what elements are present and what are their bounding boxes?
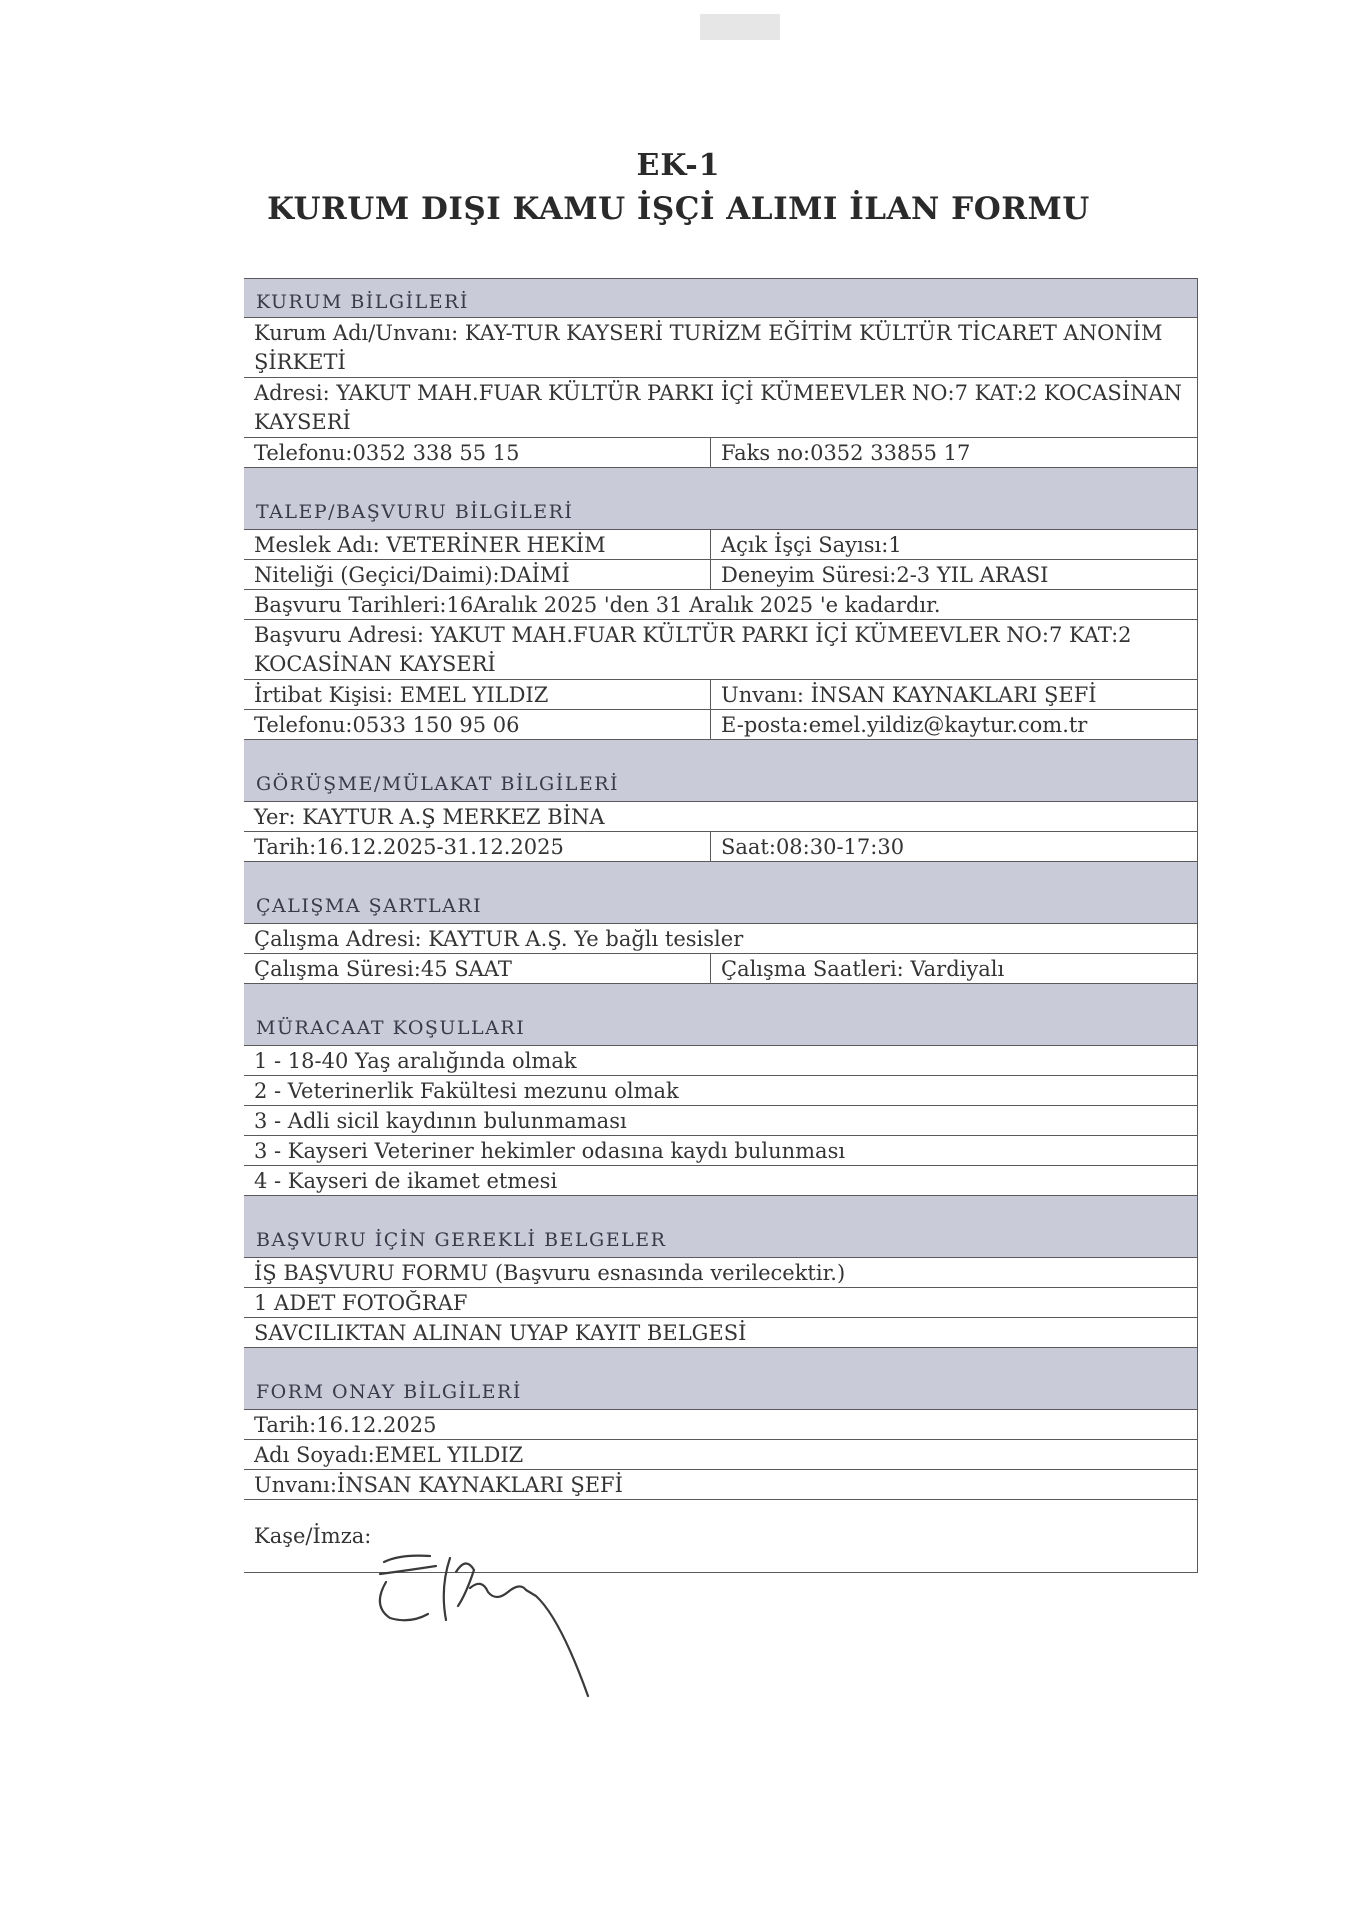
gerekli-belge: SAVCILIKTAN ALINAN UYAP KAYIT BELGESİ: [254, 1321, 747, 1345]
kurum-adres: Adresi: YAKUT MAH.FUAR KÜLTÜR PARKI İÇİ KÜMEEVLER NO:7 KAT:2 KOCASİNAN KAYSERİ: [254, 381, 1183, 434]
list-item: [244, 1258, 1197, 1288]
basvuru-adresi: Başvuru Adresi: YAKUT MAH.FUAR KÜLTÜR PARKI İÇİ KÜMEEVLER NO:7 KAT:2 KOCASİNAN KAYSERİ: [254, 623, 1132, 676]
calisma-adres-row: [244, 924, 1197, 954]
list-item: [244, 1076, 1197, 1106]
irtibat-telefon: Telefonu:0533 150 95 06: [244, 710, 711, 739]
niteligi: Niteliği (Geçici/Daimi):DAİMİ: [244, 560, 711, 589]
calisma-adresi: Çalışma Adresi: KAYTUR A.Ş. Ye bağlı tesisler: [254, 927, 744, 951]
list-item: [244, 1136, 1197, 1166]
kurum-telefon: Telefonu:0352 338 55 15: [244, 438, 711, 467]
section-talep-heading: TALEP/BAŞVURU BİLGİLERİ: [244, 468, 1197, 530]
document-code: EK-1: [636, 148, 721, 183]
onay-unvani: Unvanı:İNSAN KAYNAKLARI ŞEFİ: [254, 1473, 623, 1497]
muracaat-kosulu: 4 - Kayseri de ikamet etmesi: [254, 1169, 558, 1193]
deneyim-suresi: Deneyim Süresi:2-3 YIL ARASI: [721, 563, 1049, 587]
talep-meslek-row: [244, 530, 1197, 560]
irtibat-kisisi: İrtibat Kişisi: EMEL YILDIZ: [244, 680, 711, 709]
calisma-suresi: Çalışma Süresi:45 SAAT: [244, 954, 711, 983]
talep-adres-row: [244, 620, 1197, 680]
kase-imza-label: Kaşe/İmza:: [254, 1524, 372, 1548]
muracaat-kosulu: 3 - Adli sicil kaydının bulunmaması: [254, 1109, 627, 1133]
meslek-adi: Meslek Adı: VETERİNER HEKİM: [244, 530, 711, 559]
list-item: [244, 1106, 1197, 1136]
gorusme-tarih-row: [244, 832, 1197, 862]
kurum-iletisim-row: [244, 438, 1197, 468]
section-muracaat-heading: MÜRACAAT KOŞULLARI: [244, 984, 1197, 1046]
list-item: [244, 1288, 1197, 1318]
gorusme-saati: Saat:08:30-17:30: [721, 835, 905, 859]
muracaat-kosulu: 3 - Kayseri Veteriner hekimler odasına kaydı bulunması: [254, 1139, 846, 1163]
scan-artifact: [700, 14, 780, 40]
section-onay-heading: FORM ONAY BİLGİLERİ: [244, 1348, 1197, 1410]
kurum-faks: Faks no:0352 33855 17: [721, 441, 971, 465]
calisma-sure-row: [244, 954, 1197, 984]
onay-adsoyad-row: [244, 1440, 1197, 1470]
section-belgeler-heading: BAŞVURU İÇİN GEREKLİ BELGELER: [244, 1196, 1197, 1258]
muracaat-kosulu: 1 - 18-40 Yaş aralığında olmak: [254, 1049, 577, 1073]
talep-iletisim-row: [244, 710, 1197, 740]
signature-image: [370, 1548, 610, 1698]
kurum-adi: Kurum Adı/Unvanı: KAY-TUR KAYSERİ TURİZM EĞİTİM KÜLTÜR TİCARET ANONİM ŞİRKETİ: [254, 321, 1163, 374]
section-gorusme-heading: GÖRÜŞME/MÜLAKAT BİLGİLERİ: [244, 740, 1197, 802]
muracaat-kosulu: 2 - Veterinerlik Fakültesi mezunu olmak: [254, 1079, 679, 1103]
basvuru-tarihleri: Başvuru Tarihleri:16Aralık 2025 'den 31 Aralık 2025 'e kadardır.: [254, 593, 941, 617]
irtibat-unvani: Unvanı: İNSAN KAYNAKLARI ŞEFİ: [721, 683, 1097, 707]
talep-tarih-row: [244, 590, 1197, 620]
gorusme-tarihi: Tarih:16.12.2025-31.12.2025: [244, 832, 711, 861]
onay-tarihi: Tarih:16.12.2025: [254, 1413, 437, 1437]
list-item: [244, 1166, 1197, 1196]
onay-tarih-row: [244, 1410, 1197, 1440]
kurum-adres-row: [244, 378, 1197, 438]
onay-adi-soyadi: Adı Soyadı:EMEL YILDIZ: [254, 1443, 524, 1467]
acik-isci-sayisi: Açık İşçi Sayısı:1: [721, 533, 902, 557]
talep-nitelik-row: [244, 560, 1197, 590]
section-calisma-heading: ÇALIŞMA ŞARTLARI: [244, 862, 1197, 924]
gerekli-belge: 1 ADET FOTOĞRAF: [254, 1291, 468, 1315]
section-kurum-heading: KURUM BİLGİLERİ: [244, 278, 1197, 318]
list-item: [244, 1046, 1197, 1076]
document-header: [0, 148, 1357, 227]
gorusme-yer-row: [244, 802, 1197, 832]
document-title: KURUM DIŞI KAMU İŞÇİ ALIMI İLAN FORMU: [267, 191, 1090, 227]
talep-irtibat-row: [244, 680, 1197, 710]
calisma-saatleri: Çalışma Saatleri: Vardiyalı: [721, 957, 1005, 981]
irtibat-eposta: E-posta:emel.yildiz@kaytur.com.tr: [721, 713, 1088, 737]
kurum-adi-row: [244, 318, 1197, 378]
gorusme-yeri: Yer: KAYTUR A.Ş MERKEZ BİNA: [254, 805, 605, 829]
announcement-form: [244, 278, 1198, 1573]
list-item: [244, 1318, 1197, 1348]
onay-unvan-row: [244, 1470, 1197, 1500]
gerekli-belge: İŞ BAŞVURU FORMU (Başvuru esnasında verilecektir.): [254, 1261, 846, 1285]
